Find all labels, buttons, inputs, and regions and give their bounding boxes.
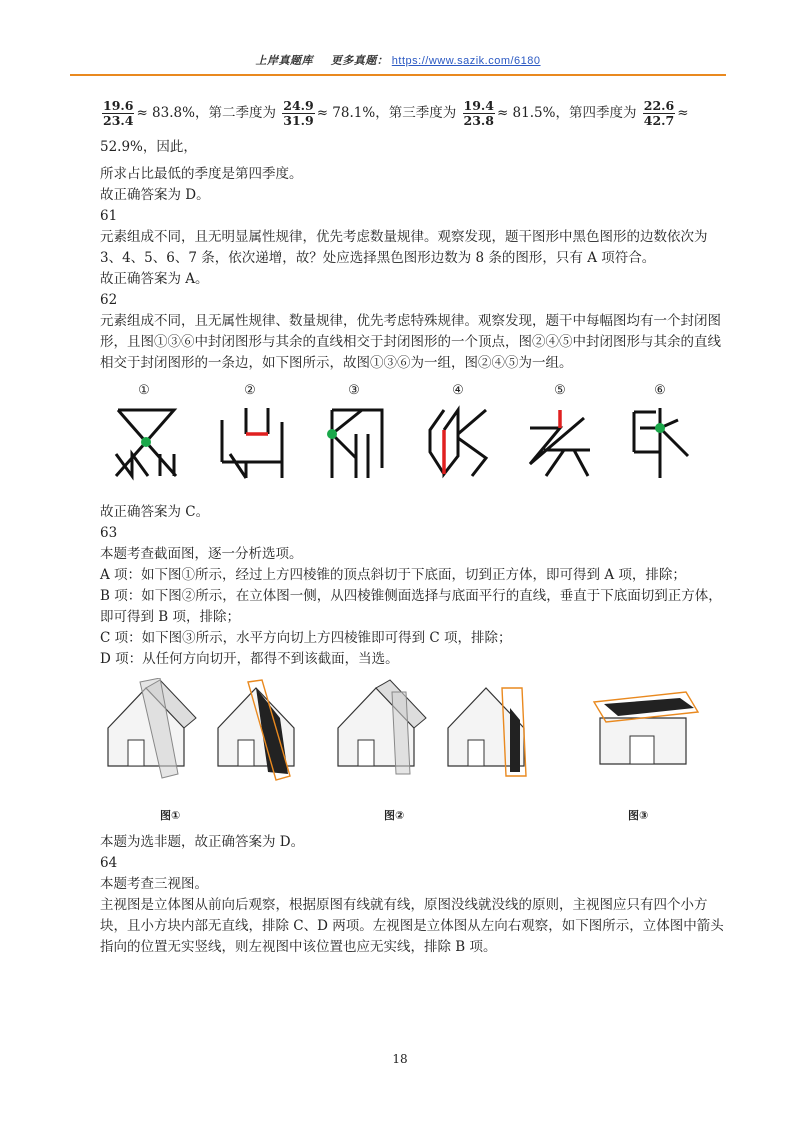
q63-option-c: C 项：如下图③所示，水平方向切上方四棱锥即可得到 C 项，排除； [100, 630, 512, 646]
figure-label-3: ③ [348, 383, 360, 398]
q63-answer: 本题为选非题，故正确答案为 D。 [100, 834, 305, 850]
fraction-q4: $\frac{22.6}{42.7}$ [643, 98, 675, 128]
q63-intro: 本题考查截面图，逐一分析选项。 [100, 546, 303, 562]
page-header [70, 52, 726, 68]
q63-option-d: D 项：从任何方向切开，都得不到该截面，当选。 [100, 651, 399, 667]
q63-figure-row [90, 678, 720, 828]
fraction-q3: $\frac{19.4}{23.8}$ [463, 98, 494, 128]
figure-5-shape [524, 404, 596, 484]
solid-figure-1a [100, 678, 200, 788]
q64-number: 64 [100, 855, 118, 871]
q62-number: 62 [100, 292, 118, 308]
q63-option-a: A 项：如下图①所示，经过上方四棱锥的顶点斜切于下底面，切到正方体，即可得到 A 项，排除； [100, 567, 686, 583]
solid-figure-2b [440, 678, 540, 788]
solid-figure-2a [330, 678, 430, 788]
figure-6-shape [626, 404, 698, 484]
q60-ratios: $\frac{19.6}{23.4}$ ≈ 83.8%，第二季度为 $\frac{24.9}{31.9}$ ≈ 78.1%，第三季度为 $\frac{19.4}{23.8}$ ≈ 81.5%，第四季度为 $\frac{22.6}{42.7}$ ≈ 52.9%，因此， [100, 98, 689, 155]
q63-option-b: B 项：如下图②所示，在立体图一侧，从四棱锥侧面选择与底面平行的直线，垂直于下底面切到正方体，即可得到 B 项，排除； [100, 588, 722, 625]
q61-number: 61 [100, 208, 118, 224]
fraction-q2: $\frac{24.9}{31.9}$ [283, 98, 314, 128]
figure-2-shape [216, 404, 288, 484]
figure-label-6: ⑥ [654, 383, 666, 398]
solid-figure-3 [590, 678, 700, 788]
caption-figure-3: 图③ [628, 810, 649, 822]
header-link[interactable]: https://www.sazik.com/6180 [391, 55, 541, 67]
header-divider [70, 74, 726, 76]
figure-4-shape [422, 404, 494, 484]
page-content [100, 96, 730, 958]
figure-label-2: ② [244, 383, 256, 398]
q60-answer: 故正确答案为 D。 [100, 187, 210, 203]
fraction-q1: $\frac{19.6}{23.4}$ [103, 98, 134, 128]
q62-answer: 故正确答案为 C。 [100, 504, 210, 520]
header-brand: 上岸真题库 [255, 55, 313, 67]
q60-conclusion: 所求占比最低的季度是第四季度。 [100, 166, 303, 182]
header-label: 更多真题： [330, 55, 389, 67]
q62-explanation: 元素组成不同，且无属性规律、数量规律，优先考虑特殊规律。观察发现，题干中每幅图均有一个封闭图形，且图①③⑥中封闭图形与其余的直线相交于封闭图形的一个顶点，图②④⑤中封闭图形与其余的直线相交于封闭图形的一条边，如下图所示，故图①③⑥为一组，图②④⑤为一组。 [100, 313, 721, 371]
solid-figure-1b [210, 678, 310, 788]
figure-1-shape [110, 404, 182, 484]
q61-answer: 故正确答案为 A。 [100, 271, 209, 287]
q62-figure-row [92, 380, 712, 496]
q61-explanation: 元素组成不同，且无明显属性规律，优先考虑数量规律。观察发现，题干图形中黑色图形的边数依次为 3、4、5、6、7 条，依次递增，故？处应选择黑色图形边数为 8 条的图形，只有 A 项符合。 [100, 229, 708, 266]
q64-explanation: 主视图是立体图从前向后观察，根据原图有线就有线，原图没线就没线的原则，主视图应只有四个小方块，且小方块内部无直线，排除 C、D 两项。左视图是立体图从左向右观察，如下图所示，立体图中箭头指向的位置无实竖线，则左视图中该位置也应无实线，排除 B 项。 [100, 897, 724, 955]
figure-label-4: ④ [452, 383, 464, 398]
caption-figure-1: 图① [160, 810, 181, 822]
figure-label-1: ① [138, 383, 150, 398]
figure-3-shape [318, 404, 390, 484]
caption-figure-2: 图② [384, 810, 405, 822]
figure-label-5: ⑤ [554, 383, 566, 398]
q63-number: 63 [100, 525, 118, 541]
page-number: 18 [392, 1052, 408, 1066]
q64-intro: 本题考查三视图。 [100, 876, 208, 892]
